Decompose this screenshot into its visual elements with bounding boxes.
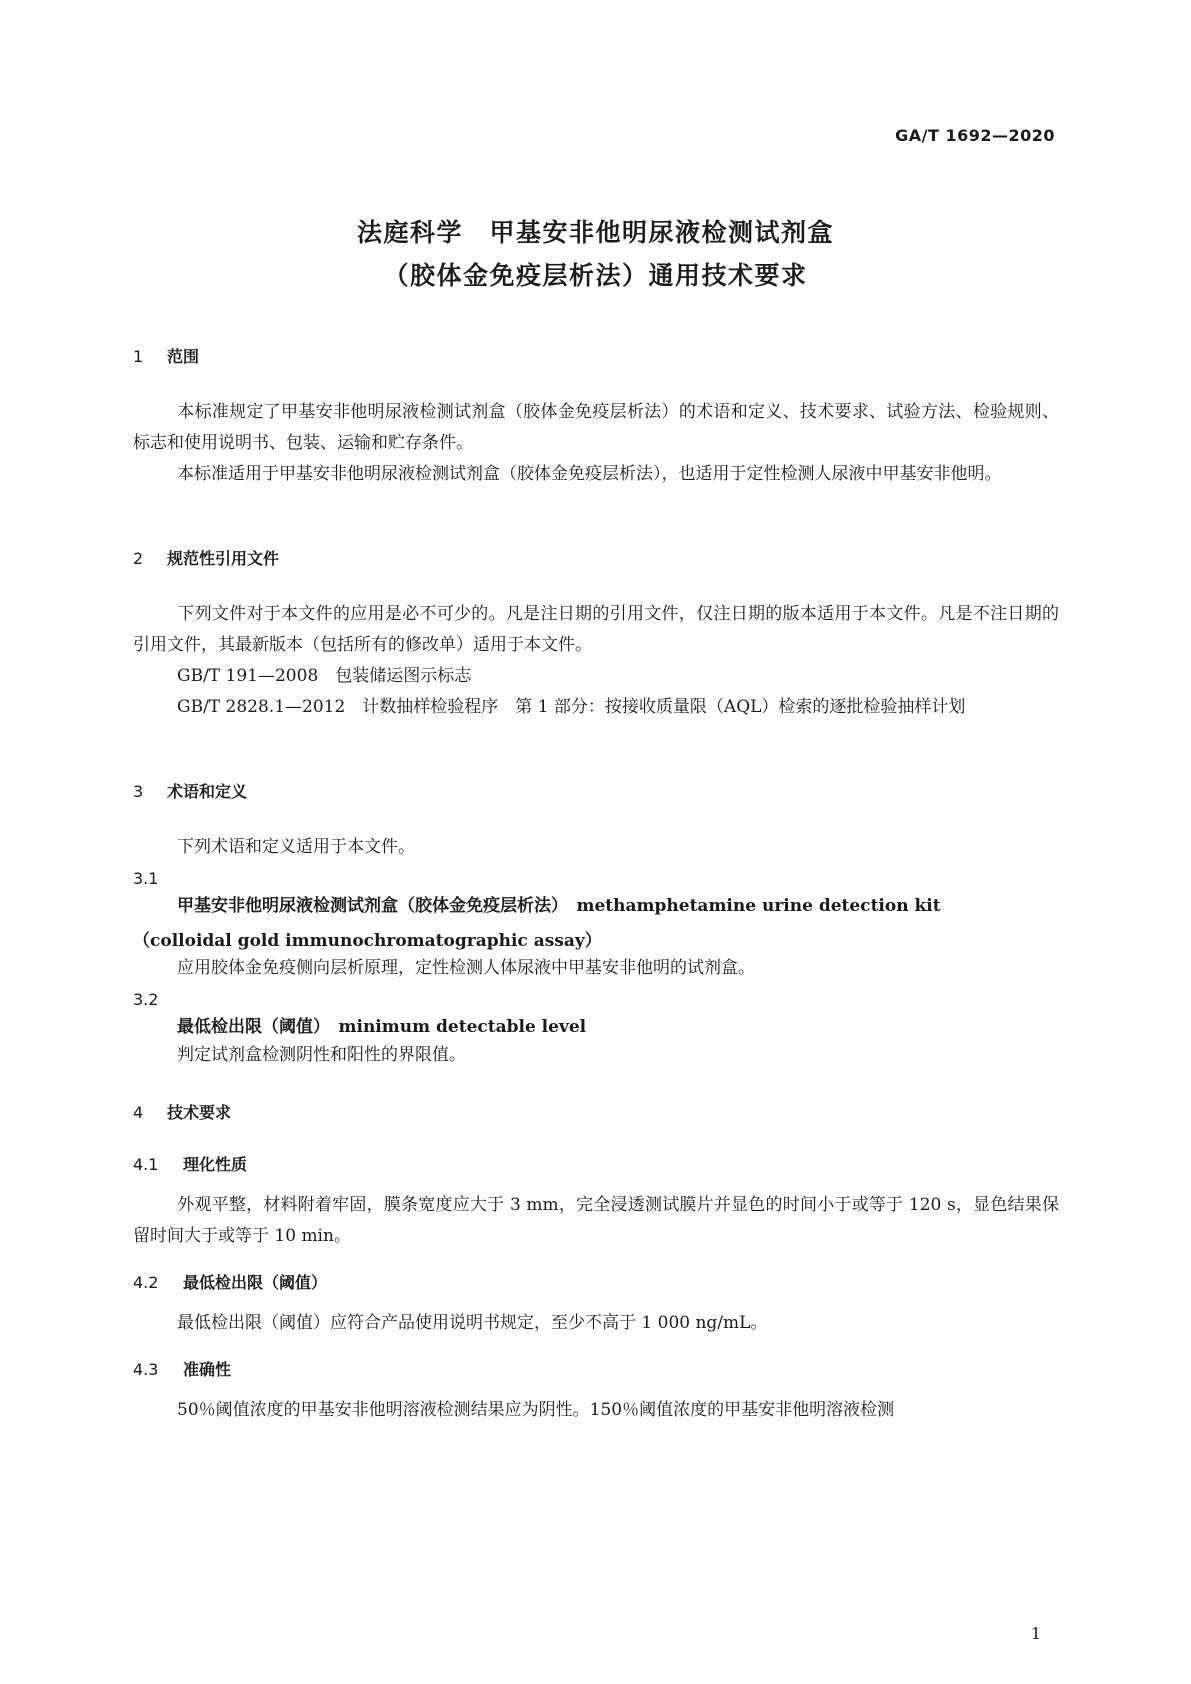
- term-3-2-definition: [133, 1040, 1059, 1071]
- paragraph-text: 本标准规定了甲基安非他明尿液检测试剂盒（胶体金免疫层析法）的术语和定义、技术要求、试验方法、检验规则、标志和使用说明书、包装、运输和贮存条件。: [133, 402, 1059, 453]
- subsection-title: 最低检出限（阈值）: [183, 1273, 328, 1292]
- section-number: 2: [133, 549, 144, 568]
- paragraph-text: 下列术语和定义适用于本文件。: [177, 837, 415, 857]
- reference-gbt191: [133, 661, 1059, 692]
- section-4-1-heading: [133, 1152, 247, 1175]
- term-3-1-number: 3.1: [133, 869, 159, 888]
- reference-gbt2828: [133, 692, 1059, 723]
- section-4-2-paragraph: [133, 1308, 1059, 1339]
- definition-text: 应用胶体金免疫侧向层析原理，定性检测人体尿液中甲基安非他明的试剂盒。: [177, 958, 755, 978]
- standard-code: GA/T 1692—2020: [895, 126, 1055, 145]
- term-3-1-definition: [133, 953, 1059, 984]
- section-4-heading: [133, 1100, 231, 1123]
- subsection-title: 理化性质: [183, 1155, 248, 1174]
- section-3-paragraph-1: [133, 832, 1059, 863]
- section-4-2-heading: [133, 1270, 327, 1293]
- subsection-title: 准确性: [183, 1360, 232, 1379]
- section-title: 规范性引用文件: [167, 549, 280, 568]
- section-1-paragraph-1: [133, 397, 1059, 459]
- section-4-1-paragraph: [133, 1190, 1059, 1252]
- section-title: 范围: [167, 347, 200, 366]
- term-3-1-title-continued: （colloidal gold immunochromatographic assay）: [133, 931, 602, 951]
- term-3-1-title: 甲基安非他明尿液检测试剂盒（胶体金免疫层析法） methamphetamine urine detection kit: [177, 896, 941, 916]
- subsection-number: 4.3: [133, 1360, 159, 1379]
- paragraph-text: 本标准适用于甲基安非他明尿液检测试剂盒（胶体金免疫层析法），也适用于定性检测人尿液中甲基安非他明。: [177, 464, 1002, 484]
- definition-text: 判定试剂盒检测阴性和阳性的界限值。: [177, 1045, 466, 1065]
- subsection-number: 4.2: [133, 1273, 159, 1292]
- paragraph-text: 外观平整，材料附着牢固，膜条宽度应大于 3 mm，完全浸透测试膜片并显色的时间小于或等于 120 s，显色结果保留时间大于或等于 10 min。: [133, 1195, 1059, 1246]
- section-4-3-paragraph: [133, 1395, 1059, 1426]
- subsection-number: 4.1: [133, 1155, 159, 1174]
- section-2-heading: [133, 546, 279, 569]
- section-4-3-heading: [133, 1357, 231, 1380]
- paragraph-text: 最低检出限（阈值）应符合产品使用说明书规定，至少不高于 1 000 ng/mL。: [177, 1313, 768, 1333]
- section-title: 术语和定义: [167, 782, 248, 801]
- paragraph-text: 50％阈值浓度的甲基安非他明溶液检测结果应为阴性。150％阈值浓度的甲基安非他明溶液检测: [177, 1400, 895, 1420]
- term-3-2-title: 最低检出限（阈值） minimum detectable level: [177, 1017, 587, 1037]
- reference-text: GB/T 2828.1—2012 计数抽样检验程序 第 1 部分：按接收质量限（AQL）检索的逐批检验抽样计划: [177, 697, 966, 717]
- section-3-heading: [133, 779, 247, 802]
- section-2-paragraph-1: [133, 599, 1059, 661]
- section-title: 技术要求: [167, 1103, 232, 1122]
- section-number: 1: [133, 347, 144, 366]
- document-title-line1: 法庭科学 甲基安非他明尿液检测试剂盒: [356, 218, 834, 247]
- section-1-heading: [133, 344, 199, 367]
- page-number: 1: [1030, 1624, 1041, 1643]
- section-number: 4: [133, 1103, 144, 1122]
- reference-text: GB/T 191—2008 包装储运图示标志: [177, 666, 472, 686]
- term-3-2-number: 3.2: [133, 990, 159, 1009]
- section-number: 3: [133, 782, 144, 801]
- document-title-line2: （胶体金免疫层析法）通用技术要求: [383, 261, 808, 290]
- section-1-paragraph-2: [133, 459, 1059, 490]
- paragraph-text: 下列文件对于本文件的应用是必不可少的。凡是注日期的引用文件，仅注日期的版本适用于本文件。凡是不注日期的引用文件，其最新版本（包括所有的修改单）适用于本文件。: [133, 604, 1059, 655]
